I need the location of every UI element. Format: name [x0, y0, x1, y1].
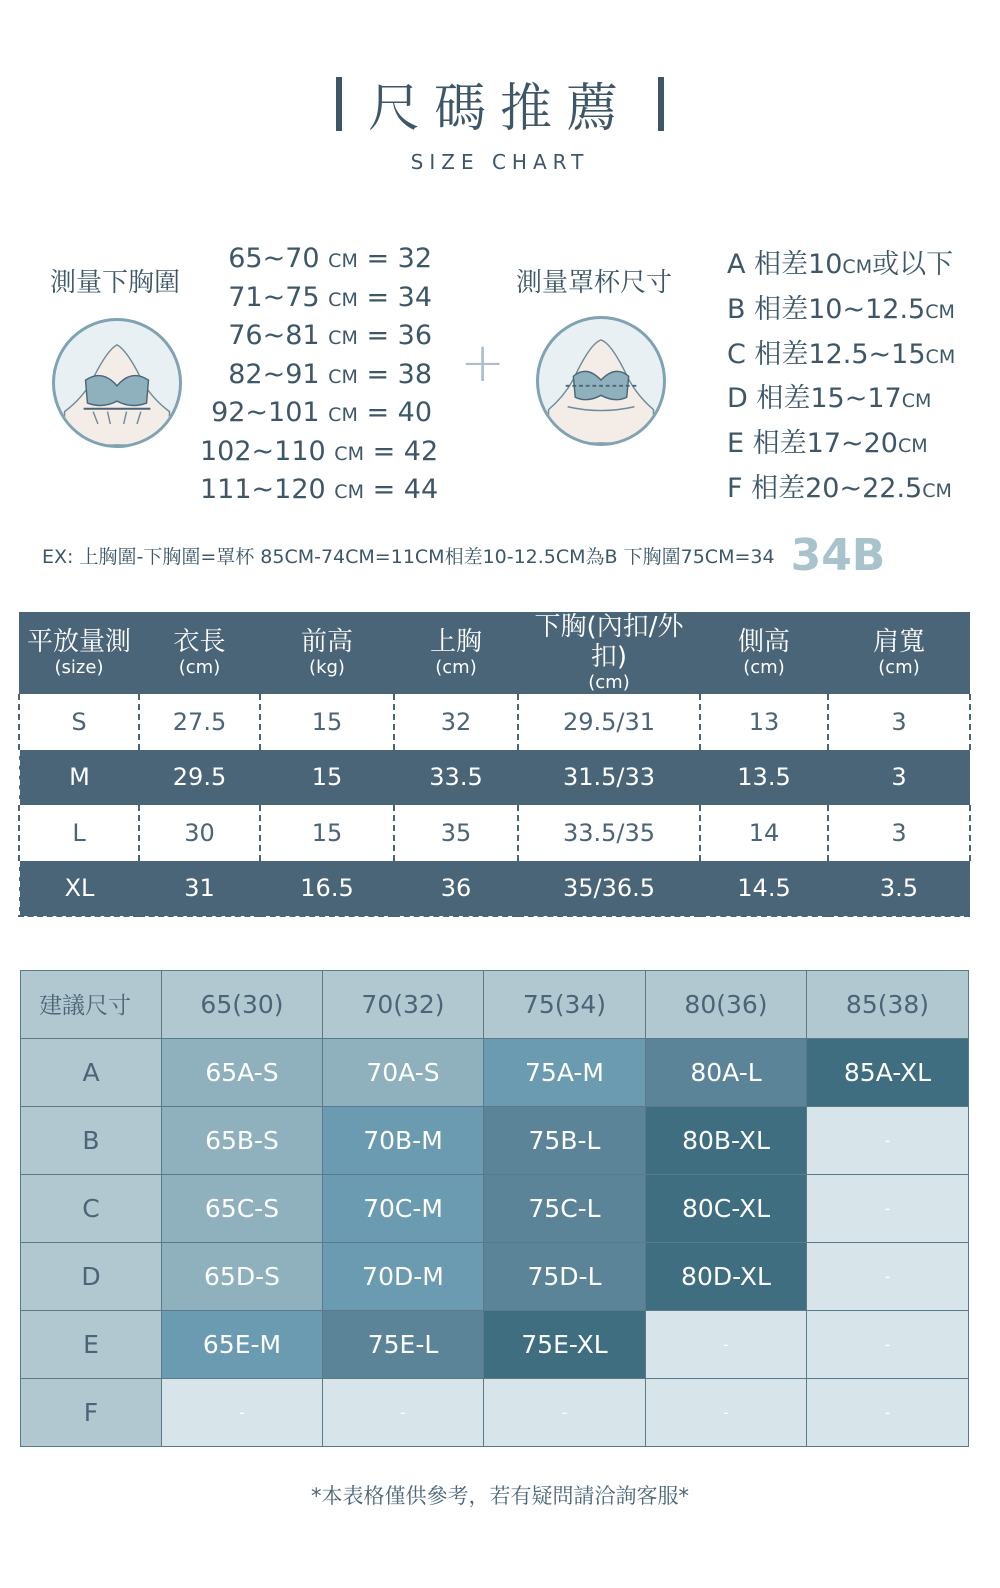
table-cell: 3: [828, 805, 970, 861]
cup-row-header: C: [21, 1175, 162, 1243]
recommendation-cell: 75C-L: [484, 1175, 646, 1243]
table-cell: 27.5: [139, 694, 260, 750]
header-cell: 肩寬 (cm): [828, 612, 970, 694]
table-row: [19, 694, 970, 750]
footnote: *本表格僅供參考，若有疑問請洽詢客服*: [311, 1484, 689, 1508]
cup-row: E 相差17~20CM: [727, 428, 928, 460]
table-cell: M: [19, 750, 139, 806]
recommendation-cell: -: [807, 1175, 969, 1243]
recommendation-cell: -: [807, 1107, 969, 1175]
recommendation-cell: 80A-L: [646, 1039, 807, 1107]
cup-row-header: A: [21, 1039, 162, 1107]
recommendation-cell: -: [484, 1379, 646, 1447]
table-cell: 35: [394, 805, 518, 861]
recommendation-cell: 80D-XL: [646, 1243, 807, 1311]
table-cell: 14: [700, 805, 828, 861]
cup-measure-icon: [536, 316, 666, 446]
table-cell: 3: [828, 750, 970, 806]
example-text: EX: 上胸圍-下胸圍=罩杯 85CM-74CM=11CM相差10-12.5CM為B 下胸圍75CM=34: [42, 546, 775, 568]
recommendation-row: [21, 1243, 969, 1311]
recommendation-table: [20, 970, 969, 1447]
measurement-table: [18, 612, 971, 917]
header-cell: 平放量測 (size): [19, 612, 139, 694]
table-cell: 33.5/35: [518, 805, 700, 861]
cup-row: B 相差10~12.5CM: [727, 293, 955, 325]
page-title: [336, 66, 664, 141]
recommendation-cell: -: [162, 1379, 323, 1447]
recommendation-cell: 65B-S: [162, 1107, 323, 1175]
band-column-header: 80(36): [646, 971, 807, 1039]
recommendation-row: [21, 1039, 969, 1107]
cup-row: A 相差10CM或以下: [727, 249, 954, 280]
recommendation-cell: 70A-S: [323, 1039, 484, 1107]
table-cell: 30: [139, 805, 260, 861]
recommendation-row: [21, 1311, 969, 1379]
recommendation-cell: 80B-XL: [646, 1107, 807, 1175]
table-row: [19, 861, 970, 917]
recommendation-row: [21, 1107, 969, 1175]
table-cell: 14.5: [700, 861, 828, 917]
recommendation-cell: -: [807, 1311, 969, 1379]
recommendation-cell: -: [807, 1243, 969, 1311]
cup-row: F 相差20~22.5CM: [727, 472, 952, 504]
header-cell: 衣長 (cm): [139, 612, 260, 694]
recommendation-cell: 85A-XL: [807, 1039, 969, 1107]
title-text: 尺碼推薦: [367, 79, 632, 139]
table-cell: L: [19, 805, 139, 861]
header-cell: 上胸 (cm): [394, 612, 518, 694]
cup-row: C 相差12.5~15CM: [727, 338, 956, 370]
table-cell: 33.5: [394, 750, 518, 806]
recommendation-header-row: [21, 971, 969, 1039]
recommendation-cell: 70D-M: [323, 1243, 484, 1311]
underbust-list: [200, 240, 439, 510]
table-cell: XL: [19, 861, 139, 917]
recommendation-cell: -: [323, 1379, 484, 1447]
underbust-row: 65~70 CM = 32: [228, 243, 432, 274]
underbust-measure-icon: [52, 318, 182, 448]
page-subtitle: SIZE CHART: [410, 150, 590, 174]
table-cell: 29.5: [139, 750, 260, 806]
table-cell: 15: [260, 805, 394, 861]
table-cell: 16.5: [260, 861, 394, 917]
cup-row: D 相差15~17CM: [727, 383, 932, 415]
header-cell: 側高 (cm): [700, 612, 828, 694]
underbust-row: 71~75 CM = 34: [228, 281, 432, 313]
cup-row-header: D: [21, 1243, 162, 1311]
band-column-header: 75(34): [484, 971, 646, 1039]
title-bar-left: [336, 77, 342, 131]
band-column-header: 85(38): [807, 971, 969, 1039]
recommendation-cell: 65C-S: [162, 1175, 323, 1243]
cup-list: [727, 243, 987, 512]
table-cell: 13.5: [700, 750, 828, 806]
recommendation-cell: 80C-XL: [646, 1175, 807, 1243]
recommendation-cell: 70B-M: [323, 1107, 484, 1175]
title-block: [0, 66, 1000, 141]
underbust-row: 76~81 CM = 36: [228, 320, 432, 351]
recommendation-cell: 75E-XL: [484, 1311, 646, 1379]
table-row: [19, 805, 970, 861]
recommendation-cell: 75A-M: [484, 1039, 646, 1107]
header-cell: 前高 (kg): [260, 612, 394, 694]
underbust-row: 111~120 CM = 44: [200, 474, 439, 505]
table-row: [19, 750, 970, 806]
title-bar-right: [658, 77, 664, 131]
cup-label: 測量罩杯尺寸: [516, 268, 673, 298]
table-cell: S: [19, 694, 139, 750]
recommendation-cell: 75E-L: [323, 1311, 484, 1379]
band-column-header: 65(30): [162, 971, 323, 1039]
table-cell: 36: [394, 861, 518, 917]
table-cell: 13: [700, 694, 828, 750]
recommendation-cell: -: [807, 1379, 969, 1447]
table-cell: 32: [394, 694, 518, 750]
table-cell: 35/36.5: [518, 861, 700, 917]
recommendation-cell: 65D-S: [162, 1243, 323, 1311]
recommendation-cell: 70C-M: [323, 1175, 484, 1243]
underbust-label: 測量下胸圍: [50, 268, 181, 298]
table-cell: 15: [260, 694, 394, 750]
recommendation-cell: 65E-M: [162, 1311, 323, 1379]
recommendation-corner: 建議尺寸: [21, 971, 162, 1039]
table-cell: 31.5/33: [518, 750, 700, 806]
header-cell: 下胸(內扣/外扣) (cm): [518, 612, 700, 694]
table-header-row: [19, 612, 970, 694]
underbust-row: 82~91 CM = 38: [228, 358, 432, 390]
table-cell: 3: [828, 694, 970, 750]
table-cell: 3.5: [828, 861, 970, 917]
cup-row-header: B: [21, 1107, 162, 1175]
cup-row-header: F: [21, 1379, 162, 1447]
table-cell: 15: [260, 750, 394, 806]
recommendation-row: [21, 1379, 969, 1447]
recommendation-cell: 75B-L: [484, 1107, 646, 1175]
underbust-row: 92~101 CM = 40: [211, 397, 432, 428]
recommendation-cell: -: [646, 1311, 807, 1379]
plus-icon: +: [460, 331, 506, 394]
example-line: [42, 530, 885, 581]
example-result: 34B: [790, 530, 886, 581]
table-cell: 29.5/31: [518, 694, 700, 750]
recommendation-cell: 65A-S: [162, 1039, 323, 1107]
underbust-row: 102~110 CM = 42: [200, 435, 439, 467]
cup-row-header: E: [21, 1311, 162, 1379]
band-column-header: 70(32): [323, 971, 484, 1039]
recommendation-cell: -: [646, 1379, 807, 1447]
recommendation-cell: 75D-L: [484, 1243, 646, 1311]
table-cell: 31: [139, 861, 260, 917]
recommendation-row: [21, 1175, 969, 1243]
